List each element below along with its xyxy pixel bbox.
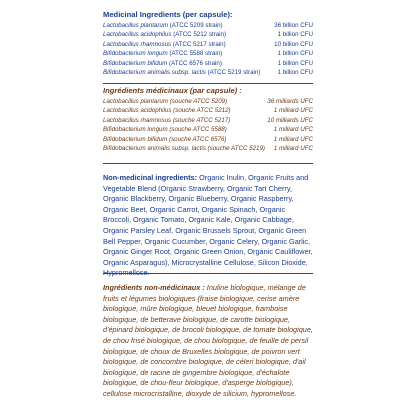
ingredient-amount: 36 milliards UFC — [267, 98, 313, 105]
non-medicinaux-text: Inuline biologique, mélange de fruits et légumes biologiques (fraise biologique, cerise amère biologique, mûre biologique, bleuet biologique, framboise biologique, de betterave biologique, de carotte biologique, d'épinard biologique, de brocoli biologique, de tomate biologique, de chou frisé biologique, de chou biologique, de feuille de persil biologique, de choux de Bruxelles biologique, de poivron vert biologique, de concombre biologique, de céleri biologique, d'ail biologique, de racine de gingembre biologique, d'échalote biologique, de chou-fleur biologique, d'asperge biologique), cellulose microcristalline, dioxyde de silicium, hypromellose. — [103, 283, 313, 398]
ingredients-medicinaux-section — [103, 86, 313, 153]
ingredient-strain: (ATCC 5209 strain) — [169, 22, 223, 29]
ingredients-non-medicinaux — [103, 283, 313, 400]
ingredients-panel — [103, 0, 313, 416]
ingredient-species: Bifidobacterium animalis subsp. lactis — [103, 69, 206, 77]
ingredient-medicinal-row — [103, 116, 313, 125]
medicinal-ingredient-row — [103, 68, 313, 77]
ingredient-species: Lactobacillus acidophilus — [103, 31, 172, 39]
ingredient-amount: 1 billion CFU — [277, 69, 313, 77]
ingredient-amount: 1 milliard UFC — [273, 107, 313, 115]
ingredient-medicinal-row — [103, 144, 313, 153]
ingredient-amount: 1 billion CFU — [277, 50, 313, 58]
ingredient-medicinal-row — [103, 106, 313, 115]
ingredient-medicinal-row — [103, 97, 313, 106]
divider — [103, 273, 313, 274]
ingredient-strain: (ATCC 5212 strain) — [173, 31, 227, 39]
ingredient-species: Bifidobacterium longum — [103, 50, 168, 58]
ingredient-name — [103, 21, 223, 30]
ingredient-strain: (ATCC 5217 strain) — [172, 40, 226, 48]
non-medicinal-lead: Non-medicinal ingredients: — [103, 173, 198, 182]
ingredient-name — [103, 68, 260, 77]
medicinal-ingredient-row — [103, 49, 313, 58]
ingredient-amount: 1 milliard UFC — [273, 126, 313, 134]
ingredient-name — [103, 59, 222, 68]
ingredient-species: Bifidobacterium bifidum — [103, 59, 168, 67]
ingredient-text: Lactobacillus rhamnosus (souche ATCC 5217) — [103, 116, 231, 124]
medicinal-ingredients-list — [103, 21, 313, 77]
medicinal-ingredient-row — [103, 30, 313, 39]
ingredient-text: Lactobacillus acidophilus (souche ATCC 5212) — [103, 107, 231, 115]
ingredient-species: Lactobacillus plantarum — [103, 22, 169, 29]
ingredient-name — [103, 30, 226, 39]
medicinal-ingredients-section — [103, 10, 313, 77]
medicinal-ingredient-row — [103, 40, 313, 49]
ingredient-amount: 1 billion CFU — [277, 59, 313, 67]
medicinal-ingredient-row — [103, 59, 313, 68]
ingredient-text: Bifidobacterium animalis subsp. lactis (souche ATCC 5219) — [103, 145, 265, 153]
ingredient-amount: 10 billion CFU — [274, 40, 313, 48]
ingredients-medicinaux-list — [103, 97, 313, 153]
ingredient-strain: (ATCC 6576 strain) — [169, 59, 222, 67]
non-medicinal-ingredients — [103, 173, 313, 279]
ingredient-species: Lactobacillus rhamnosus — [103, 40, 172, 48]
ingredient-name — [103, 40, 226, 49]
medicinal-ingredient-row — [103, 21, 313, 30]
ingredient-strain: (ATCC 5219 strain) — [207, 69, 261, 77]
ingredient-text: Lactobacillus plantarum (souche ATCC 5209) — [103, 98, 228, 105]
divider — [103, 163, 313, 164]
ingredient-name — [103, 49, 222, 58]
ingredient-amount: 36 billion CFU — [274, 22, 313, 29]
ingredient-amount: 1 milliard UFC — [273, 145, 313, 153]
medicinal-ingredients-title: Medicinal Ingredients (per capsule): — [103, 10, 233, 19]
ingredient-medicinal-row — [103, 125, 313, 134]
ingredient-amount: 1 milliard UFC — [273, 135, 313, 143]
ingredient-amount: 10 milliards UFC — [267, 116, 313, 124]
ingredient-strain: (ATCC 5588 strain) — [169, 50, 223, 58]
ingredient-text: Bifidobacterium longum (souche ATCC 5588) — [103, 126, 227, 134]
ingredients-medicinaux-title: Ingrédients médicinaux (par capsule) : — [103, 86, 242, 95]
non-medicinaux-lead: Ingrédients non-médicinaux : — [103, 283, 205, 292]
non-medicinal-text: Organic Inulin, Organic Fruits and Vegetable Blend (Organic Strawberry, Organic Tart Cherry, Organic Blackberry, Organic Blueberry, Organic Raspberry, Organic Beet, Organic Carrot, Organic Spinach, Organic Broccoli, Organic Tomato, Organic Kale, Organic Cabbage, Organic Parsley Leaf, Organic Brussels Sprout, Organic Green Bell Pepper, Organic Cucumber, Organic Celery, Organic Garlic, Organic Ginger Root, Organic Green Onion, Organic Cauliflower, Organic Asparagus), Microcrystalline Cellulose, Silicon Dioxide, — [103, 173, 313, 267]
divider — [103, 83, 313, 84]
ingredient-amount: 1 billion CFU — [277, 31, 313, 39]
ingredient-text: Bifidobacterium bifidum (souche ATCC 6576) — [103, 135, 227, 143]
ingredient-medicinal-row — [103, 135, 313, 144]
